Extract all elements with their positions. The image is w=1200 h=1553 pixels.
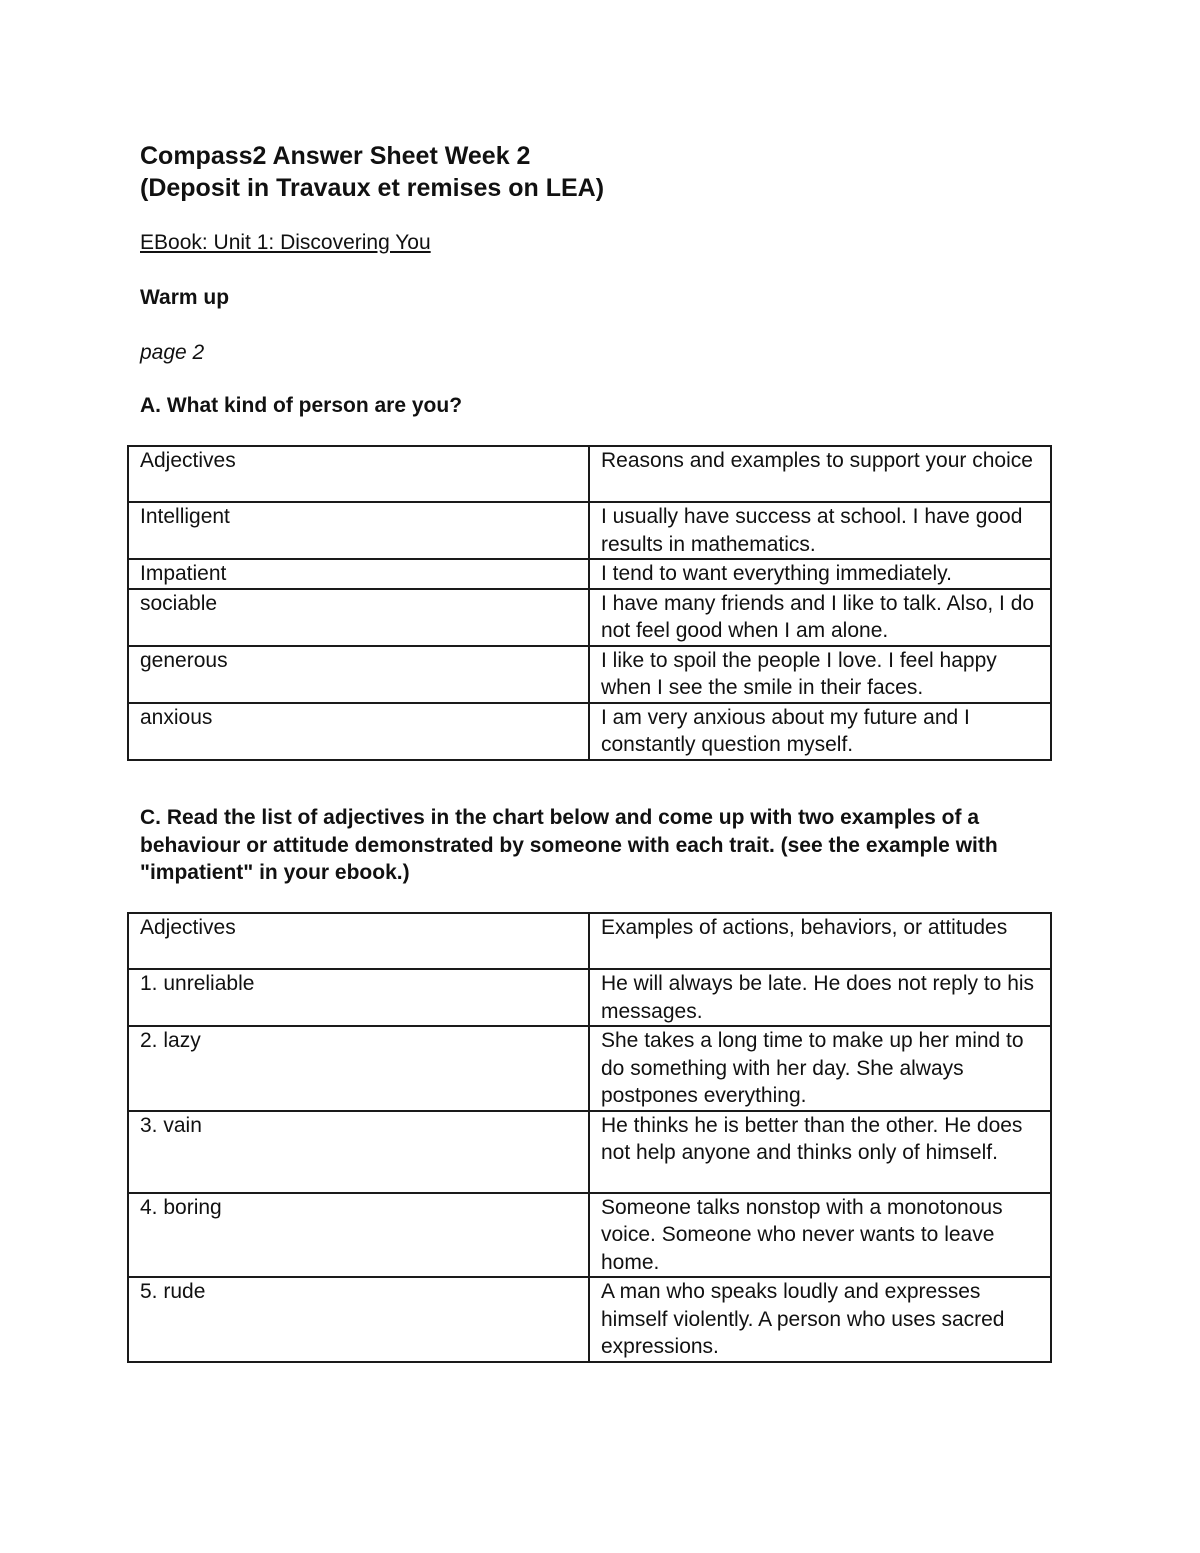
adjective-cell: generous (128, 646, 589, 703)
reason-cell: I tend to want everything immediately. (589, 559, 1051, 589)
table-row (128, 1277, 1051, 1362)
table-row (128, 703, 1051, 760)
reason-cell: I usually have success at school. I have good results in mathematics. (589, 502, 1051, 559)
adjective-cell: 4. boring (128, 1193, 589, 1278)
table-trait-examples (127, 912, 1052, 1363)
table-person-adjectives (127, 445, 1052, 761)
section-heading: Warm up (140, 286, 230, 309)
adjective-cell: Impatient (128, 559, 589, 589)
header-adjectives: Adjectives (128, 913, 589, 969)
header-reasons: Reasons and examples to support your choice (589, 446, 1051, 502)
adjective-cell: 1. unreliable (128, 969, 589, 1026)
example-cell: She takes a long time to make up her mind to do something with her day. She always postpones everything. (589, 1026, 1051, 1111)
adjective-cell: Intelligent (128, 502, 589, 559)
table-row (128, 559, 1051, 589)
adjective-cell: anxious (128, 703, 589, 760)
reason-cell: I am very anxious about my future and I constantly question myself. (589, 703, 1051, 760)
table-row (128, 1193, 1051, 1278)
table-row (128, 502, 1051, 559)
example-cell: He will always be late. He does not reply to his messages. (589, 969, 1051, 1026)
document-title: Compass2 Answer Sheet Week 2 (140, 142, 531, 170)
document-subtitle: (Deposit in Travaux et remises on LEA) (140, 174, 605, 202)
adjective-cell: 2. lazy (128, 1026, 589, 1111)
unit-heading: EBook: Unit 1: Discovering You (140, 231, 431, 254)
adjective-cell: 3. vain (128, 1111, 589, 1193)
header-examples: Examples of actions, behaviors, or attitudes (589, 913, 1051, 969)
table-row (128, 646, 1051, 703)
page-reference: page 2 (140, 341, 205, 364)
example-cell: Someone talks nonstop with a monotonous voice. Someone who never wants to leave home. (589, 1193, 1051, 1278)
question-a: A. What kind of person are you? (140, 394, 463, 417)
adjective-cell: sociable (128, 589, 589, 646)
header-adjectives: Adjectives (128, 446, 589, 502)
question-c: C. Read the list of adjectives in the chart below and come up with two examples of a behaviour or attitude demonstrated by someone with each trait. (see the example with "impatient" in your ebook.) (140, 806, 998, 884)
table-row (128, 589, 1051, 646)
table-row (128, 969, 1051, 1026)
example-cell: A man who speaks loudly and expresses himself violently. A person who uses sacred expressions. (589, 1277, 1051, 1362)
reason-cell: I like to spoil the people I love. I feel happy when I see the smile in their faces. (589, 646, 1051, 703)
table-header-row (128, 446, 1051, 502)
table-row (128, 1111, 1051, 1193)
adjective-cell: 5. rude (128, 1277, 589, 1362)
table-row (128, 1026, 1051, 1111)
reason-cell: I have many friends and I like to talk. Also, I do not feel good when I am alone. (589, 589, 1051, 646)
table-header-row (128, 913, 1051, 969)
example-cell: He thinks he is better than the other. He does not help anyone and thinks only of himself. (589, 1111, 1051, 1193)
